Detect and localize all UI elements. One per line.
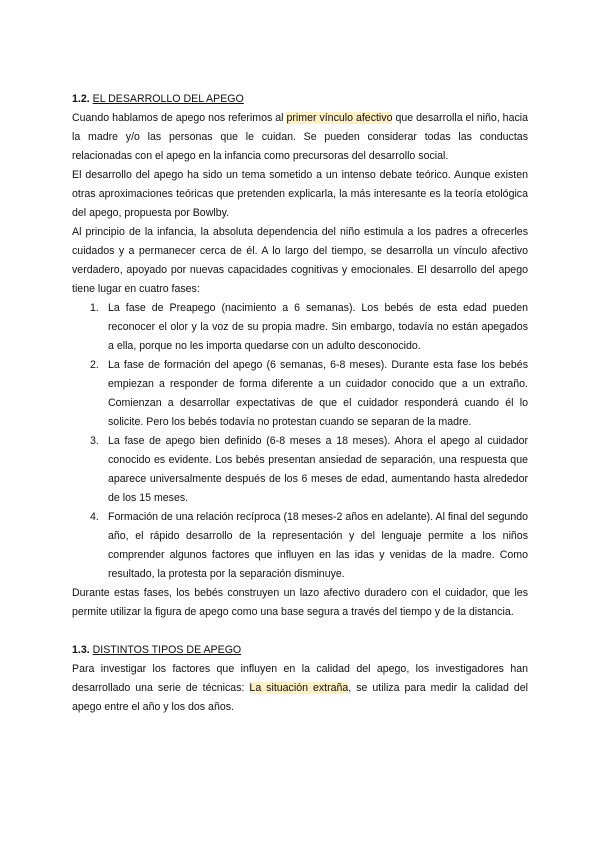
list-item <box>90 356 528 432</box>
text-run: Cuando hablamos de apego nos referimos al <box>72 112 287 124</box>
text-run: que desarrolla el niño, hacia la madre y/o las personas que le cuidan. Se pueden considerar todas las conductas relacionadas con el apego en la infancia como precursoras del desarrollo social. <box>72 112 529 162</box>
section-heading-1-2 <box>72 90 528 109</box>
section-title: EL DESARROLLO DEL APEGO <box>92 93 244 105</box>
list-item-text: La fase de formación del apego (6 semanas, 6-8 meses). Durante esta fase los bebés empiezan a responder de forma diferente a un cuidador conocido que a un extraño. Comienzan a desarrollar expectativas de que el cuidador responderá cuando él lo solicite. Pero los bebés todavía no protestan cuando se separan de la madre. <box>108 359 528 428</box>
list-marker: 3. <box>90 435 99 447</box>
list-marker: 4. <box>90 511 99 523</box>
list-item <box>90 432 528 508</box>
list-marker: 1. <box>90 302 99 314</box>
section-title: DISTINTOS TIPOS DE APEGO <box>92 644 242 656</box>
paragraph-four-phases-intro: Al principio de la infancia, la absoluta dependencia del niño estimula a los padres a ofrecerles cuidados y a permanecer cerca de él. A lo largo del tiempo, se desarrolla un vínculo afectivo verdadero, apoyado por nuevas capacidades cognitivas y emocionales. El desarrollo del apego tiene lugar en cuatro fases: <box>72 226 528 295</box>
text-run: Para investigar los factores que influyen en la calidad del apego, los investigadores han desarrollado una serie de técnicas: <box>72 663 528 694</box>
paragraph-bowlby-theory: El desarrollo del apego ha sido un tema sometido a un intenso debate teórico. Aunque existen otras aproximaciones teóricas que pretenden explicarla, la más interesante es la teoría etológica del apego, propuesta por Bowlby. <box>72 169 528 219</box>
paragraph-apego-definition <box>72 109 528 166</box>
text-run: , se utiliza para medir la calidad del apego entre el año y los dos años. <box>72 682 529 713</box>
list-marker: 2. <box>90 359 99 371</box>
highlighted-text: primer vínculo afectivo <box>286 112 393 124</box>
list-item <box>90 508 528 584</box>
section-number: 1.2. <box>72 93 90 105</box>
phases-list <box>72 299 528 584</box>
section-number: 1.3. <box>72 644 90 656</box>
list-item-text: La fase de apego bien definido (6-8 meses a 18 meses). Ahora el apego al cuidador conocido es evidente. Los bebés presentan ansiedad de separación, una respuesta que aparece universalmente después de los 6 meses de edad, aumentando hasta alrededor de los 15 meses. <box>108 435 528 504</box>
paragraph-situacion-extrana <box>72 660 528 717</box>
list-item <box>90 299 528 356</box>
list-item-text: La fase de Preapego (nacimiento a 6 semanas). Los bebés de esta edad pueden reconocer el olor y la voz de su propia madre. Sin embargo, todavía no están apegados a ella, porque no les importa quedarse con un adulto desconocido. <box>108 302 528 352</box>
section-heading-1-3 <box>72 641 528 660</box>
list-item-text: Formación de una relación recíproca (18 meses-2 años en adelante). Al final del segundo año, el rápido desarrollo de la representación y del lenguaje permite a los niños comprender algunos factores que influyen en las idas y venidas de la madre. Como resultado, la protesta por la separación disminuye. <box>108 511 528 580</box>
paragraph-lazo-afectivo: Durante estas fases, los bebés construyen un lazo afectivo duradero con el cuidador, que les permite utilizar la figura de apego como una base segura a través del tiempo y de la distancia. <box>72 587 528 618</box>
highlighted-text: La situación extraña <box>249 682 349 694</box>
